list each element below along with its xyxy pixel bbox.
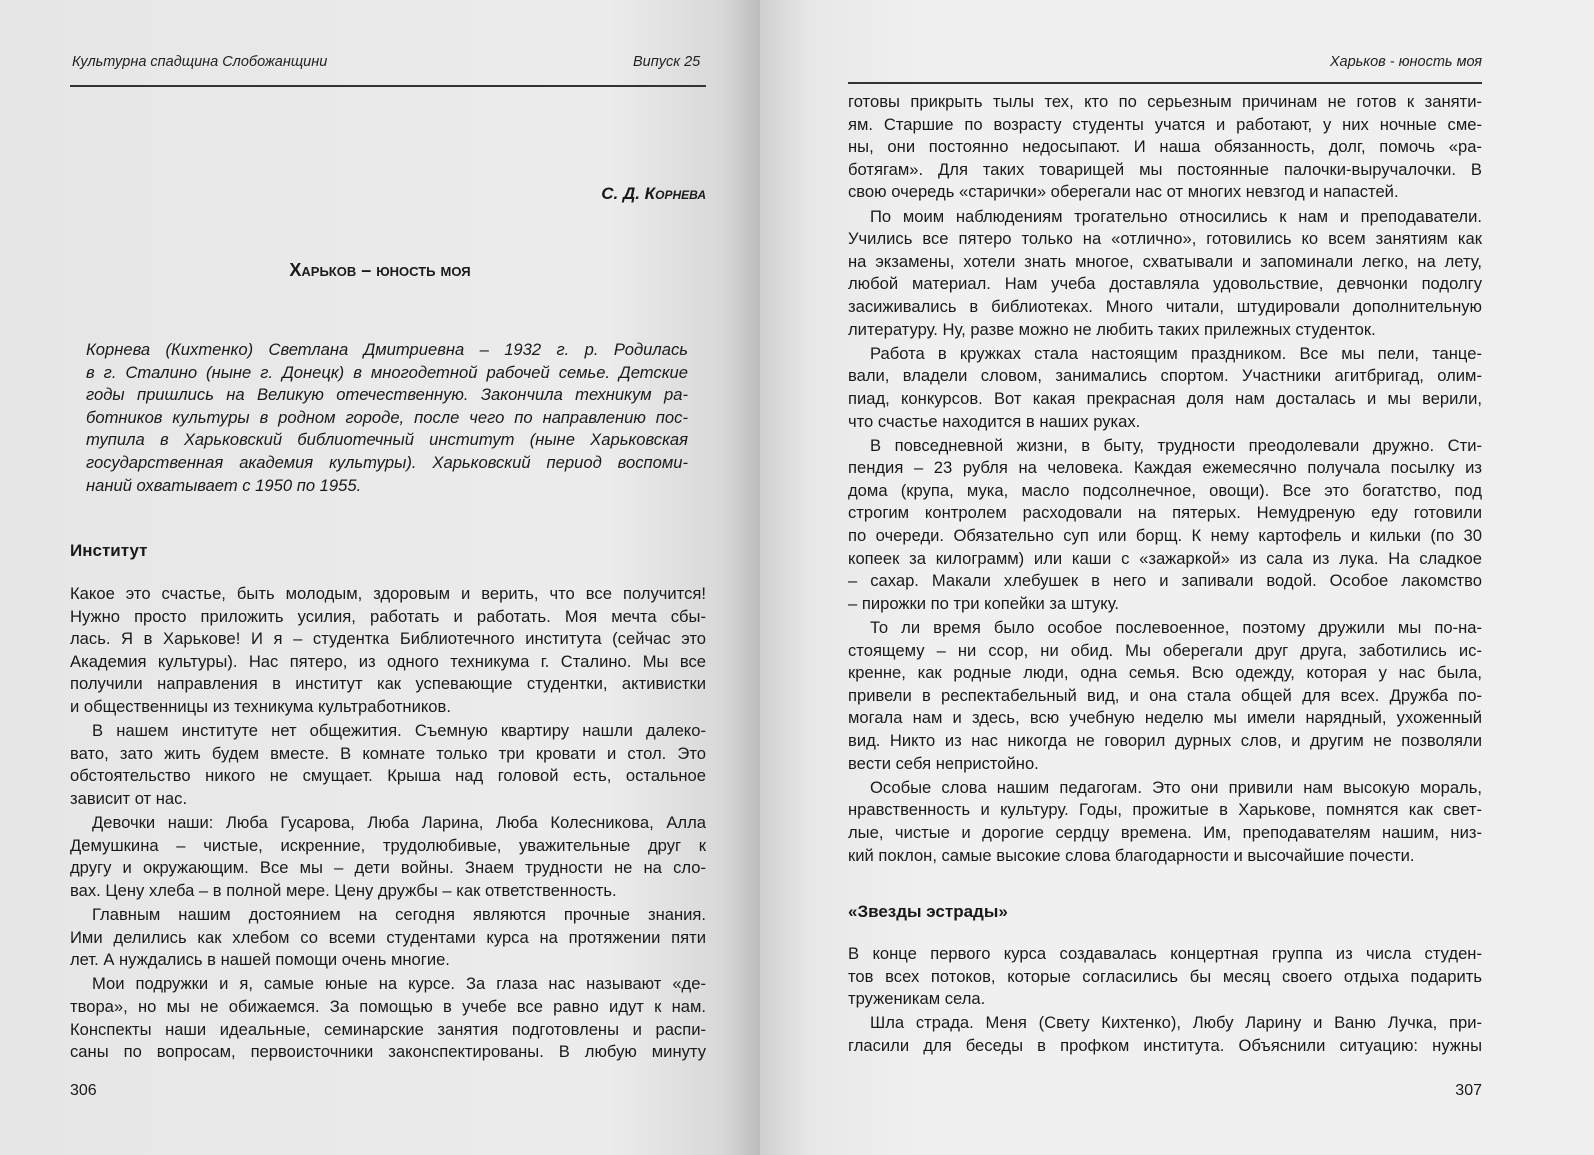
text-line: нравственность и культуру. Годы, прожитые в Харькове, помнятся как свет- (848, 800, 1482, 820)
text-line: В повседневной жизни, в быту, трудности преодолевали дружно. Сти- (870, 435, 1482, 455)
text-line: Конспекты наши идеальные, семинарские занятия подготовлены и распи- (70, 1019, 706, 1039)
text-line: любой материал. Нам учеба доставляла удовольствие, девчонки подолгу (848, 274, 1482, 294)
text-line: пиад, конкурсов. Вот какая прекрасная доля нам досталась и мы верили, (848, 388, 1482, 408)
text-line: То ли время было особое послевоенное, поэтому дружили мы по-на- (870, 618, 1482, 638)
text-line: – пирожки по три копейки за штуку. (848, 593, 1119, 613)
text-line: твора», но мы не обижаемся. За помощью в учебе все равно идут к нам. (70, 997, 706, 1017)
text-line: Мои подружки и я, самые юные на курсе. За глаза нас называют «де- (92, 974, 706, 994)
text-line: ям. Старшие по возрасту студенты учатся и работают, у них ночные сме- (848, 114, 1482, 134)
text-line: дома (крупа, мука, масло подсолнечное, овощи). Все это богатство, под (848, 480, 1482, 500)
text-line: другу и окружающим. Все мы – дети войны. Знаем трудности не на сло- (70, 858, 706, 878)
author-bio (86, 339, 688, 497)
text-line: засиживались в библиотеках. Много читали, штудировали дополнительную (848, 296, 1482, 316)
text-line: зависит от нас. (70, 788, 188, 808)
running-head-article: Харьков - юность моя (1329, 54, 1482, 70)
paragraph (70, 583, 706, 719)
left-body-text (70, 583, 706, 1065)
text-line: Главным нашим достоянием на сегодня являются прочные знания. (92, 905, 706, 925)
text-line: обстоятельство никого не смущает. Крыша над головой есть, остальное (70, 766, 706, 786)
running-head-issue: Випуск 25 (633, 54, 701, 70)
text-line: Академия культуры). Нас пятеро, из одного техникума г. Сталино. Мы все (70, 651, 706, 671)
text-line: Работа в кружках стала настоящим праздником. Все мы пели, танце- (870, 343, 1482, 363)
bio-line: годы пришлись на Великую отечественную. Закончила техникум ра- (86, 385, 688, 405)
text-line: получили направления в институт как успевающие студентки, активистки (70, 674, 706, 694)
page-number-left: 306 (70, 1082, 97, 1099)
paragraph (848, 943, 1482, 1011)
text-line: свою очередь «старички» оберегали нас от многих невзгод и напастей. (848, 182, 1399, 202)
text-line: лет. А нуждались в нашей помощи очень многие. (70, 950, 450, 970)
paragraph (70, 904, 706, 972)
bio-line: ботников культуры в родном городе, после чего по направлению пос- (86, 407, 688, 427)
text-line: В конце первого курса создавалась концертная группа из числа студен- (848, 944, 1482, 963)
paragraph (848, 777, 1482, 867)
text-line: ботягам». Для таких товарищей мы постоянные палочки-выручалочки. В (848, 159, 1482, 179)
text-line: могала нам и здесь, всю учебную неделю мы имели нарядный, ухоженный (848, 708, 1482, 728)
text-line: вах. Цену хлеба – в полной мере. Цену дружбы – как ответственность. (70, 880, 617, 900)
paragraph (848, 617, 1482, 775)
text-line: вали, владели словом, занимались спортом. Участники агитбригад, олим- (848, 366, 1482, 386)
bio-line: государственная академия культуры). Харьковский период воспоми- (86, 452, 688, 472)
bio-line: тупила в Харьковский библиотечный институт (ныне Харьковская (86, 430, 688, 450)
text-line: лась. Я в Харькове! И я – студентка Библиотечного института (сейчас это (70, 629, 706, 649)
text-line: литературу. Ну, разве можно не любить таких прилежных студенток. (848, 319, 1376, 339)
text-line: готовы прикрыть тылы тех, кто по серьезным причинам не готов к заняти- (848, 92, 1482, 111)
author: С. Д. Корнева (601, 184, 706, 203)
text-line: труженикам села. (848, 989, 986, 1009)
text-line: По моим наблюдениям трогательно относились к нам и преподаватели. (870, 206, 1482, 226)
right-body-text-2 (848, 943, 1482, 1059)
text-line: Ими делились как хлебом со всеми студентами курса на протяжении пяти (70, 927, 706, 947)
text-line: Особые слова нашим педагогам. Это они привили нам высокую мораль, (870, 777, 1482, 797)
paragraph (70, 812, 706, 902)
text-line: Шла страда. Меня (Свету Кихтенко), Любу Ларину и Ваню Лучка, при- (870, 1013, 1482, 1033)
header-rule (848, 82, 1482, 84)
text-line: кренне, как родные люди, одна семья. Всю одежду, которая у нас была, (848, 663, 1482, 683)
text-line: привели в респектабельный вид, и она стала общей для всех. Дружба по- (848, 685, 1482, 705)
paragraph (848, 1012, 1482, 1057)
text-line: что счастье находится в наших руках. (848, 411, 1141, 431)
text-line: кий поклон, самые высокие слова благодарности и высочайшие почести. (848, 845, 1415, 865)
bio-line: в г. Сталино (ныне г. Донецк) в многодетной рабочей семье. Детские (86, 362, 688, 382)
text-line: – сахар. Макали хлебушек в него и запивали водой. Особое лакомство (848, 571, 1482, 591)
text-line: лые, чистые и дорогие сердцу времена. Им, преподавателям нашим, низ- (848, 822, 1482, 842)
text-line: ны, они постоянно недосыпают. И наша обязанность, долг, помочь «ра- (848, 137, 1482, 157)
paragraph (848, 343, 1482, 433)
paragraph (70, 720, 706, 810)
text-line: гласили для беседы в профком института. Объяснили ситуацию: нужны (848, 1035, 1482, 1055)
text-line: пендия – 23 рубля на человека. Каждая ежемесячно получала посылку из (848, 458, 1482, 478)
text-line: вато, зато жить будем вместе. В комнате только три кровати и стол. Это (70, 743, 706, 763)
bio-line: наний охватывает с 1950 по 1955. (86, 475, 362, 495)
text-line: Нужно просто приложить усилия, работать и работать. Моя мечта сбы- (70, 606, 706, 626)
article-title: Харьков – юность моя (289, 260, 471, 280)
running-head-journal: Культурна спадщина Слобожанщини (72, 54, 328, 70)
text-line: на экзамены, хотели знать многое, схватывали и запоминали легко, на лету, (848, 251, 1482, 271)
section-heading-institute: Институт (70, 541, 148, 560)
right-body-text (848, 91, 1482, 869)
text-line: Какое это счастье, быть молодым, здоровым и верить, что все получится! (70, 584, 706, 603)
left-page (0, 0, 760, 1155)
right-page (760, 0, 1594, 1155)
page-number-right: 307 (1455, 1082, 1482, 1099)
text-line: копеек за килограмм) или каши с «зажаркой» из сала из лука. На сладкое (848, 548, 1482, 568)
text-line: строгим контролем расходовали на пятерых. Немудреную еду готовили (848, 503, 1482, 523)
paragraph (848, 91, 1482, 204)
text-line: Демушкина – чистые, искренние, трудолюбивые, уважительные друг к (70, 835, 706, 855)
text-line: Девочки наши: Люба Гусарова, Люба Ларина, Люба Колесникова, Алла (92, 813, 706, 833)
text-line: саны по вопросам, первоисточники законспектированы. В любую минуту (70, 1042, 706, 1062)
header-rule (70, 85, 706, 87)
bio-line: Корнева (Кихтенко) Светлана Дмитриевна – 1932 г. р. Родилась (86, 340, 688, 359)
text-line: и общественницы из техникума культработников. (70, 696, 451, 716)
paragraph (848, 435, 1482, 616)
text-line: стоящему – ни ссор, ни обид. Мы оберегали друг друга, заботились ис- (848, 640, 1482, 660)
text-line: тов всех потоков, которые согласились бы месяц своего отдыха подарить (848, 966, 1482, 986)
text-line: вид. Никто из нас никогда не говорил дурных слов, и другим не позволяли (848, 731, 1482, 750)
paragraph (70, 973, 706, 1063)
text-line: Учились все пятеро только на «отлично», готовились ко всем занятиям как (848, 229, 1482, 249)
text-line: по очереди. Обязательно суп или борщ. К нему картофель и кильки (по 30 (848, 526, 1482, 546)
text-line: вести себя непристойно. (848, 753, 1039, 773)
section-heading-stars: «Звезды эстрады» (848, 902, 1008, 921)
paragraph (848, 206, 1482, 342)
text-line: В нашем институте нет общежития. Съемную квартиру нашли далеко- (92, 721, 706, 741)
